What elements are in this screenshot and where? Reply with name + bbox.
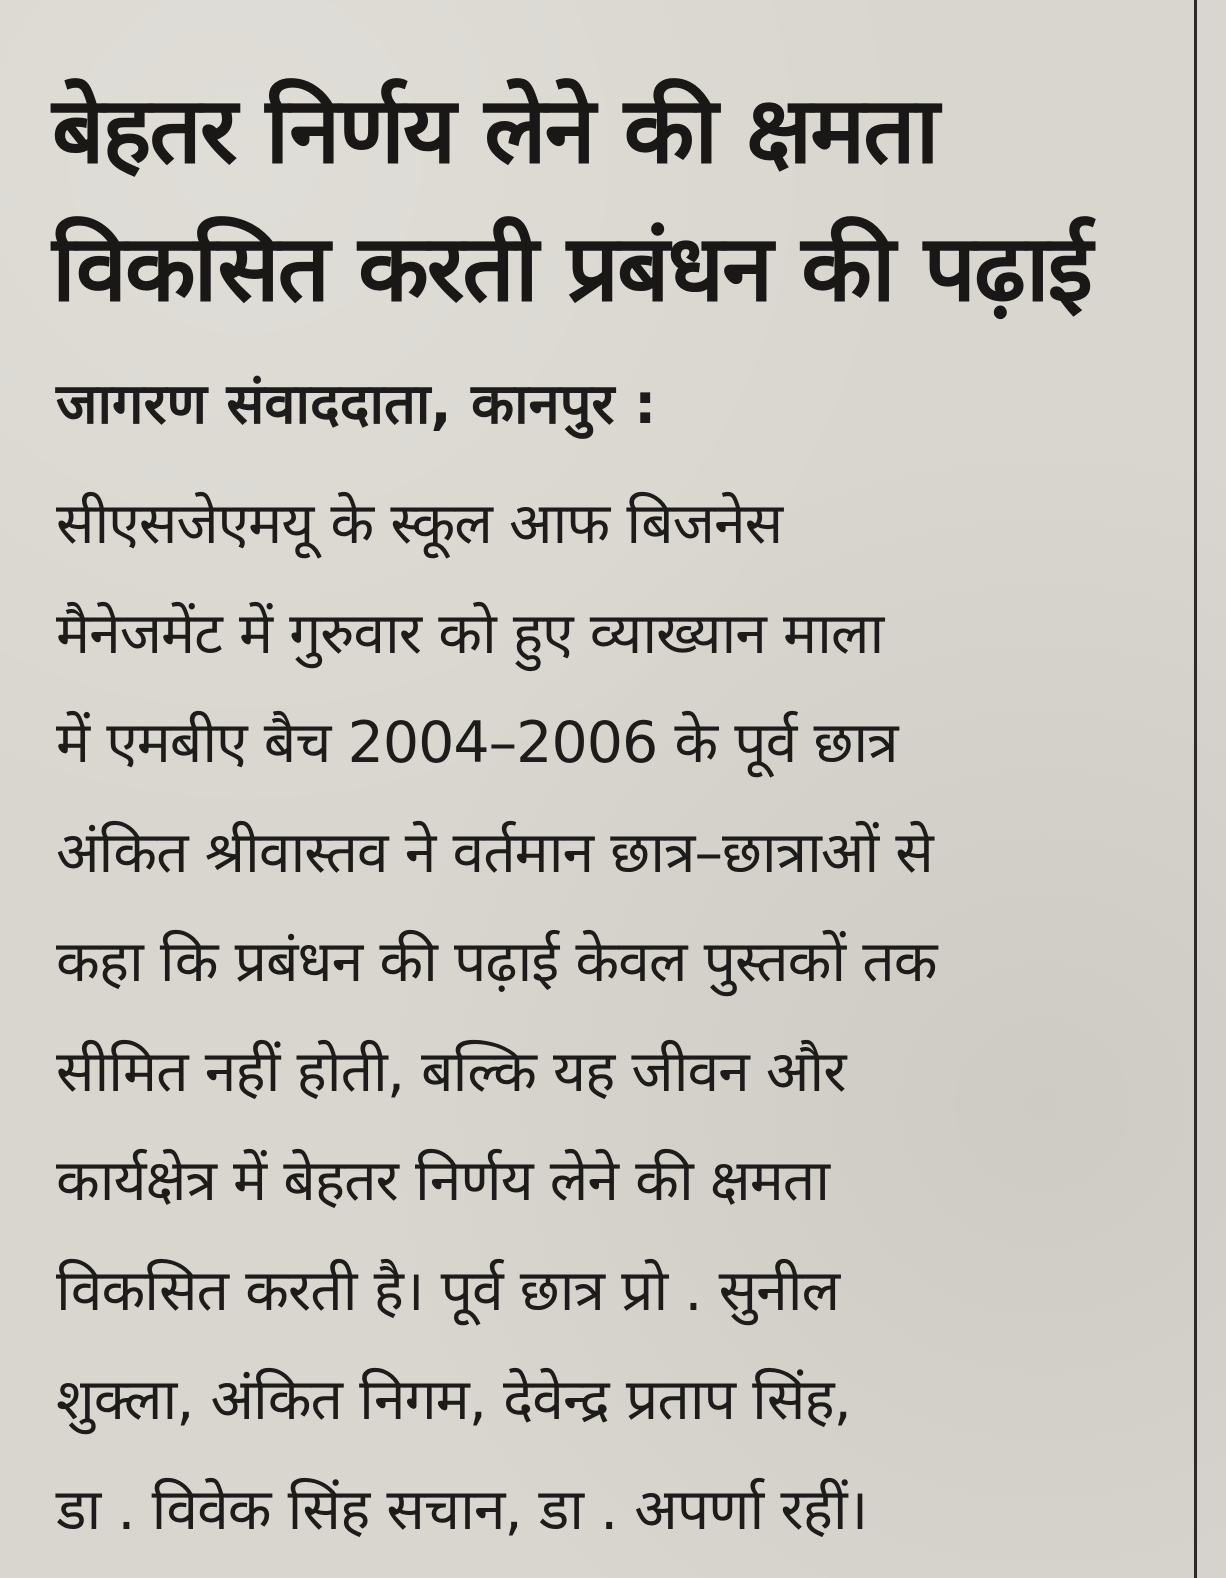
body-line-6: सीमित नहीं होती, बल्कि यह जीवन और — [56, 1038, 846, 1105]
body-line-9: शुक्ला, अंकित निगम, देवेन्द्र प्रताप सिंह, — [56, 1367, 851, 1433]
headline-line-1: बेहतर निर्णय लेने की क्षमता — [52, 77, 938, 184]
column-divider — [1194, 0, 1197, 1578]
body-line-3: में एमबीए बैच 2004–2006 के पूर्व छात्र — [56, 710, 898, 776]
headline — [52, 62, 1172, 338]
body-line-1: सीएसजेएमयू के स्कूल आफ बिजनेस — [56, 491, 783, 557]
headline-line-2: विकसित करती प्रबंधन की पढ़ाई — [52, 215, 1091, 322]
body-line-7: कार्यक्षेत्र में बेहतर निर्णय लेने की क्षमता — [56, 1148, 830, 1214]
body-line-10: डा . विवेक सिंह सचान, डा . अपर्णा रहीं। — [56, 1476, 868, 1543]
body-line-2: मैनेजमेंट में गुरुवार को हुए व्याख्यान माला — [56, 600, 884, 667]
body-line-4: अंकित श्रीवास्तव ने वर्तमान छात्र–छात्राओं से — [56, 819, 933, 886]
article-body — [56, 470, 1166, 1565]
dateline: जागरण संवाददाता, कानपुर : — [56, 372, 657, 437]
body-line-8: विकसित करती है। पूर्व छात्र प्रो . सुनील — [56, 1257, 840, 1324]
body-line-5: कहा कि प्रबंधन की पढ़ाई केवल पुस्तकों तक — [56, 929, 937, 995]
